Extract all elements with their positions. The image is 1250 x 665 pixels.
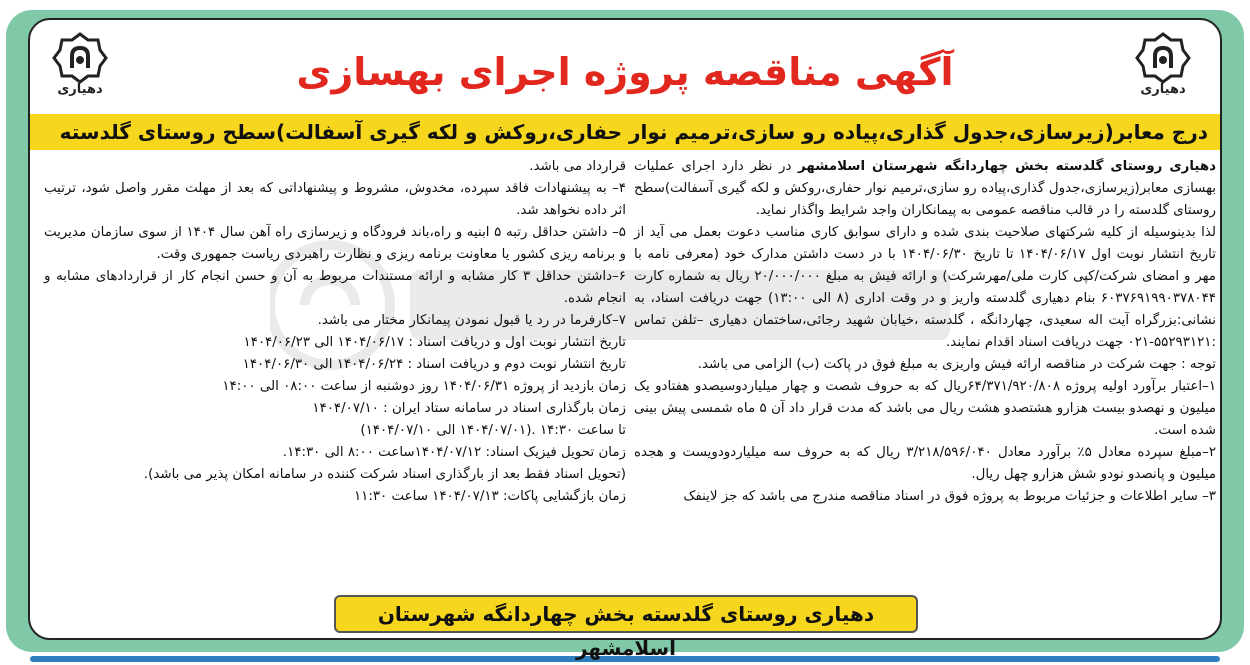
item-7: ۷–کارفرما در رد یا قبول نمودن پیمانکار مختار می باشد. (317, 313, 626, 328)
subtitle-bar: درج معابر(زیرسازی،جدول گذاری،پیاده رو سازی،ترمیم نوار حفاری،روکش و لکه گیری آسفالت)سطح روستای گلدسته (30, 114, 1220, 150)
page-title: آگهی مناقصه پروژه اجرای بهسازی (296, 50, 954, 94)
intro-rest: در نظر دارد اجرای عملیات بهسازی معابر(زیرسازی،جدول گذاری،پیاده رو سازی،ترمیم نوار حفاری،روکش و لکه گیری آسفالت)سطح روستای گلدسته را در قالب مناقصه عمومی به پیمانکاران واجد شرایط واگذار نماید. (634, 159, 1216, 218)
schedule-line-4: زمان بارگذاری اسناد در سامانه ستاد ایران : ۱۴۰۴/۰۷/۱۰ (312, 401, 626, 416)
left-column (44, 156, 626, 508)
item-3: ۳– سایر اطلاعات و جزئیات مربوط به پروژه فوق در اسناد مناقصه مندرج می باشد که جز لاینفک (683, 489, 1216, 504)
logo-left-text: دهیاری (57, 82, 103, 97)
schedule-line-2: تاریخ انتشار نوبت دوم و دریافت اسناد : ۱۴۰۴/۰۶/۲۴ الی ۱۴۰۴/۰۶/۳۰ (242, 357, 626, 372)
schedule-line-6: زمان تحویل فیزیک اسناد: ۱۴۰۴/۰۷/۱۲ساعت ۸:۰۰ الی ۱۴:۳۰. (282, 445, 626, 460)
item-2: ۲–مبلغ سپرده معادل ۵٪ برآورد معادل ۳/۲۱۸/۵۹۶/۰۴۰ ریال که به حروف سه میلیاردودویست و هجده میلیون و پانصدو نودو شش هزارو چهل ریال. (634, 445, 1217, 482)
note-paragraph: توجه : جهت شرکت در مناقصه ارائه فیش واریزی به مبلغ فوق در پاکت (ب) الزامی می باشد. (697, 357, 1216, 372)
item-3-cont: قرارداد می باشد. (529, 159, 626, 174)
item-4: ۴– به پیشنهادات فاقد سپرده، مخدوش، مشروط و پیشنهاداتی که بعد از مهلت مقرر واصل شود، ترتیب اثر داده نخواهد شد. (44, 181, 626, 218)
item-1: ۱–اعتبار برآورد اولیه پروژه ۶۴/۳۷۱/۹۲۰/۸۰۸ریال که به حروف شصت و چهار میلیاردوسیصدو هفتادو یک میلیون و نهصدو بیست هزارو هشتصدو هشت ریال می باشد که مدت قرار داد آن ۵ ماه شمسی پیش بینی شده است. (634, 379, 1217, 438)
schedule-line-5: تا ساعت ۱۴:۳۰ .(۱۴۰۴/۰۷/۰۱ الی ۱۴۰۴/۰۷/۱۰) (360, 423, 626, 438)
logo-right (1128, 30, 1198, 108)
dehyari-logo-icon (50, 30, 110, 86)
item-6: ۶–داشتن حداقل ۳ کار مشابه و ارائه مستندات مربوط به آن و حسن انجام کار از قراردادهای مشابه و انجام شده. (44, 269, 626, 306)
dehyari-logo-icon (1133, 30, 1193, 86)
schedule-line-1: تاریخ انتشار نوبت اول و دریافت اسناد : ۱۴۰۴/۰۶/۱۷ الی ۱۴۰۴/۰۶/۲۳ (243, 335, 626, 350)
schedule-line-3: زمان بازدید از پروژه ۱۴۰۴/۰۶/۳۱ روز دوشنبه از ساعت ۰۸:۰۰ الی ۱۴:۰۰ (222, 379, 626, 394)
invitation-paragraph: لذا بدینوسیله از کلیه شرکتهای صلاحیت بندی شده و دارای سوابق کاری مناسب دعوت بعمل می آید از تاریخ انتشار نوبت اول ۱۴۰۴/۰۶/۱۷ تا تاریخ ۱۴۰۴/۰۶/۳۰ با در دست داشتن مدارک خود (معرفی نامه با مهر و امضای شرکت/کپی کارت ملی/مهرشرکت) و ارائه فیش به مبلغ ۲۰/۰۰۰/۰۰۰ ریال به شماره کارت ۶۰۳۷۶۹۱۹۹۰۳۷۸۰۴۴ بنام دهیاری گلدسته واریز و در وقت اداری (۸ الی ۱۳:۰۰) جهت دریافت اسناد، به نشانی:بزرگراه آیت اله سعیدی، چهاردانگه ، گلدسته ،خیابان شهید رجائی،ساختمان دهیاری –تلفن تماس :۵۵۲۹۳۱۲۱-۰۲۱ جهت دریافت اسناد اقدام نمایند. (634, 225, 1216, 350)
schedule-line-8: زمان بازگشایی پاکات: ۱۴۰۴/۰۷/۱۳ ساعت ۱۱:۳۰ (353, 489, 626, 504)
right-column (634, 156, 1216, 508)
footer-signature: دهیاری روستای گلدسته بخش چهاردانگه شهرستان اسلامشهر (334, 595, 918, 633)
logo-right-text: دهیاری (1140, 82, 1186, 97)
intro-bold: دهیاری روستای گلدسته بخش چهاردانگه شهرستان اسلامشهر (798, 159, 1216, 174)
schedule-line-7: (تحویل اسناد فقط بعد از بارگذاری اسناد شرکت کننده در سامانه امکان پذیر می باشد). (143, 467, 626, 482)
item-5: ۵– داشتن حداقل رتبه ۵ ابنیه و راه،باند فرودگاه و زیرسازی راه آهن سال ۱۴۰۴ از سوی سازمان مدیریت و برنامه ریزی کشور یا معاونت برنامه ریزی و نظارت راهبردی ریاست جمهوری وقت. (44, 225, 626, 262)
intro-paragraph (634, 156, 1216, 222)
logo-left (45, 30, 115, 108)
